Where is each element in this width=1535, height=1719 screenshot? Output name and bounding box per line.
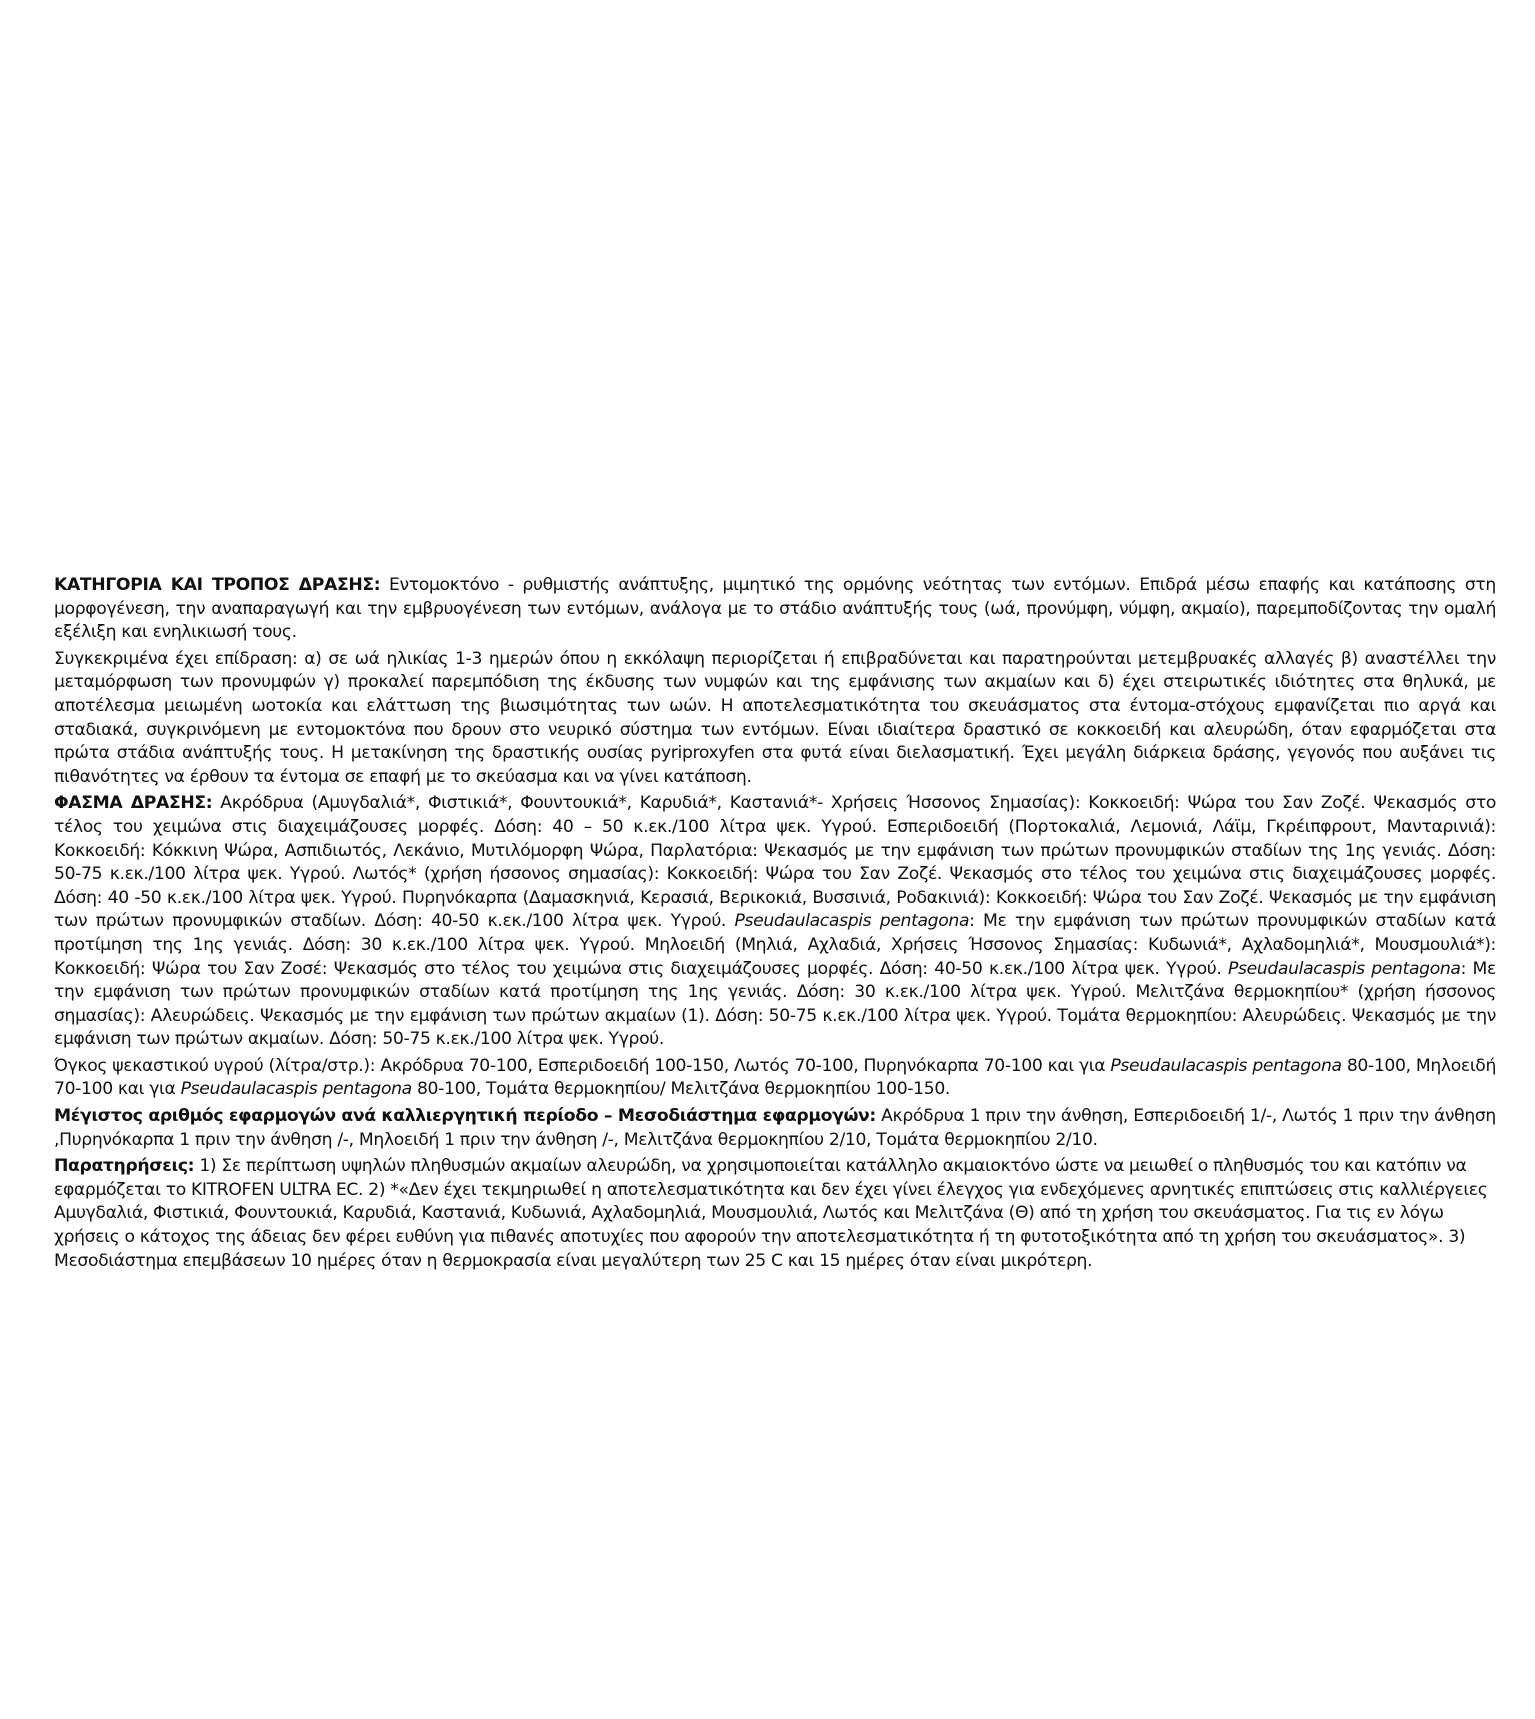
notes-text: 1) Σε περίπτωση υψηλών πληθυσμών ακμαίων αλευρώδη, να χρησιμοποιείται κατάλληλο ακμαιοκτόνο ώστε να μειωθεί ο πληθυσμός του και κατόπιν να εφαρμόζεται το KITROFEN ULTRA EC. 2) *«Δεν έχει τεκμηριωθεί η αποτελεσματικότητα και δεν έχει γίνει έλεγχος για ενδεχόμενες αρνητικές επιπτώσεις στις καλλιέργειες Αμυγδαλιά, Φιστικιά, Φουντουκιά, Καρυδιά, Καστανιά, Κυδωνιά, Αχλαδομηλιά, Μουσμουλιά, Λωτός και Μελιτζάνα (Θ) από τη χρήση του σκευάσματος. Για τις εν λόγω χρήσεις ο κάτοχος της άδειας δεν φέρει ευθύνη για πιθανές αποτυχίες που αφορούν την αποτελεσματικότητα ή τη φυτοτοξικότητα από τη χρήση του σκευάσματος». 3) Μεσοδιάστημα επεμβάσεων 10 ημέρες όταν η θερμοκρασία είναι μεγαλύτερη των 25 C και 15 ημέρες όταν είναι μικρότερη.	[54, 1156, 1488, 1271]
specifics-paragraph	[54, 648, 1496, 790]
species-name: Pseudaulacaspis pentagona	[1110, 1055, 1342, 1076]
category-paragraph	[54, 574, 1496, 645]
specifics-text: Συγκεκριμένα έχει επίδραση: α) σε ωά ηλικίας 1-3 ημερών όπου η εκκόλαψη περιορίζεται ή επιβραδύνεται και παρατηρούνται μετεμβρυακές αλλαγές β) αναστέλλει την μεταμόρφωση των προνυμφών γ) προκαλεί παρεμπόδιση της έκδυσης των νυμφών και της εμφάνισης των ακμαίων και δ) έχει στειρωτικές ιδιότητες στα θηλυκά, με αποτέλεσμα μειωμένη ωοτοκία και ελάττωση της βιωσιμότητας των ωών. Η αποτελεσματικότητα του σκευάσματος στα έντομα-στόχους εμφανίζεται πιο αργά και σταδιακά, συγκρινόμενη με εντομοκτόνα που δρουν στο νευρικό σύστημα των εντόμων. Είναι ιδιαίτερα δραστικό σε κοκκοειδή και αλευρώδη, όταν εφαρμόζεται στα πρώτα στάδια ανάπτυξής τους. Η μετακίνηση της δραστικής ουσίας pyriproxyfen στα φυτά είναι διελασματική. Έχει μεγάλη διάρκεια δράσης, γεγονός που αυξάνει τις πιθανότητες να έρθουν τα έντομα σε επαφή με το σκεύασμα και να γίνει κατάποση.	[54, 648, 1496, 787]
category-text: Εντομοκτόνο - ρυθμιστής ανάπτυξης, μιμητικό της ορμόνης νεότητας των εντόμων. Επιδρά μέσω επαφής και κατάποσης στη μορφογένεση, την αναπαραγωγή και την εμβρυογένεση των εντόμων, ανάλογα με το στάδιο ανάπτυξής τους (ωά, προνύμφη, νύμφη, ακμαίο), παρεμποδίζοντας την ομαλή εξέλιξη και ενηλικιωσή τους.	[54, 575, 1496, 643]
max-applications-text: Ακρόδρυα 1 πριν την άνθηση, Εσπεριδοειδή 1/-, Λωτός 1 πριν την άνθηση ,Πυρηνόκαρπα 1 πριν την άνθηση /-, Μηλοειδή 1 πριν την άνθηση /-, Μελιτζάνα θερμοκηπίου 2/10, Τομάτα θερμοκηπίου 2/10.	[54, 1106, 1496, 1150]
spectrum-text-1: Ακρόδρυα (Αμυγδαλιά*, Φιστικιά*, Φουντουκιά*, Καρυδιά*, Καστανιά*- Χρήσεις Ήσσονος Σημασίας): Κοκκοειδή: Ψώρα του Σαν Ζοζέ. Ψεκασμός στο τέλος του χειμώνα στις διαχειμάζουσες μορφές. Δόση: 40 – 50 κ.εκ./100 λίτρα ψεκ. Υγρού. Εσπεριδοειδή (Πορτοκαλιά, Λεμονιά, Λάϊμ, Γκρέιπφρουτ, Μανταρινιά): Κοκκοειδή: Κόκκινη Ψώρα, Ασπιδιωτός, Λεκάνιο, Μυτιλόμορφη Ψώρα, Παρλατόρια: Ψεκασμός με την εμφάνιση των πρώτων προνυμφικών σταδίων της 1ης γενιάς. Δόση: 50-75 κ.εκ./100 λίτρα ψεκ. Υγρού. Λωτός* (χρήση ήσσονος σημασίας): Κοκκοειδή: Ψώρα του Σαν Ζοζέ. Ψεκασμός στο τέλος του χειμώνα στις διαχειμάζουσες μορφές. Δόση: 40 -50 κ.εκ./100 λίτρα ψεκ. Υγρού. Πυρηνόκαρπα (Δαμασκηνιά, Κερασιά, Βερικοκιά, Βυσσινιά, Ροδακινιά): Κοκκοειδή: Ψώρα του Σαν Ζοζέ. Ψεκασμός με την εμφάνιση των πρώτων προνυμφικών σταδίων. Δόση: 40-50 κ.εκ./100 λίτρα ψεκ. Υγρού.	[54, 793, 1496, 932]
species-name: Pseudaulacaspis pentagona	[1227, 958, 1461, 979]
spectrum-paragraph	[54, 792, 1496, 1052]
volume-text-1: Όγκος ψεκαστικού υγρού (λίτρα/στρ.): Ακρόδρυα 70-100, Εσπεριδοειδή 100-150, Λωτός 70-100, Πυρηνόκαρπα 70-100 και για	[54, 1055, 1111, 1076]
volume-text-3: 80-100, Τομάτα θερμοκηπίου/ Μελιτζάνα θερμοκηπίου 100-150.	[411, 1079, 951, 1100]
spectrum-text-2: : Με την εμφάνιση των πρώτων προνυμφικών σταδίων κατά προτίμηση της 1ης γενιάς. Δόση: 30 κ.εκ./100 λίτρα ψεκ. Υγρού. Μηλοειδή (Μηλιά, Αχλαδιά, Χρήσεις Ήσσονος Σημασίας: Κυδωνιά*, Αχλαδομηλιά*, Μουσμουλιά*): Κοκκοειδή: Ψώρα του Σαν Ζοσέ: Ψεκασμός στο τέλος του χειμώνα στις διαχειμάζουσες μορφές. Δόση: 40-50 κ.εκ./100 λίτρα ψεκ. Υγρού.	[54, 911, 1496, 979]
label-text-block	[54, 574, 1496, 1276]
max-applications-paragraph	[54, 1105, 1496, 1152]
spectrum-text-3: : Με την εμφάνιση των πρώτων προνυμφικών σταδίων κατά προτίμηση της 1ης γενιάς. Δόση: 30 κ.εκ./100 λίτρα ψεκ. Υγρού. Μελιτζάνα θερμοκηπίου* (χρήση ήσσονος σημασίας): Αλευρώδεις. Ψεκασμός με την εμφάνιση των πρώτων ακμαίων (1). Δόση: 50-75 κ.εκ./100 λίτρα ψεκ. Υγρού. Τομάτα θερμοκηπίου: Αλευρώδεις. Ψεκασμός με την εμφάνιση των πρώτων ακμαίων. Δόση: 50-75 κ.εκ./100 λίτρα ψεκ. Υγρού.	[54, 958, 1496, 1050]
category-label: ΚΑΤΗΓΟΡΙΑ ΚΑΙ ΤΡΟΠΟΣ ΔΡΑΣΗΣ:	[54, 575, 381, 595]
volume-paragraph	[54, 1055, 1496, 1102]
species-name: Pseudaulacaspis pentagona	[734, 911, 970, 932]
volume-text-2: 80-100, Μηλοειδή 70-100 και για	[54, 1055, 1496, 1100]
notes-label: Παρατηρήσεις:	[54, 1156, 195, 1177]
spectrum-label: ΦΑΣΜΑ ΔΡΑΣΗΣ:	[54, 793, 213, 814]
max-applications-label: Μέγιστος αριθμός εφαρμογών ανά καλλιεργητική περίοδο – Μεσοδιάστημα εφαρμογών:	[54, 1106, 876, 1127]
notes-paragraph	[54, 1155, 1496, 1273]
species-name: Pseudaulacaspis pentagona	[180, 1079, 412, 1100]
